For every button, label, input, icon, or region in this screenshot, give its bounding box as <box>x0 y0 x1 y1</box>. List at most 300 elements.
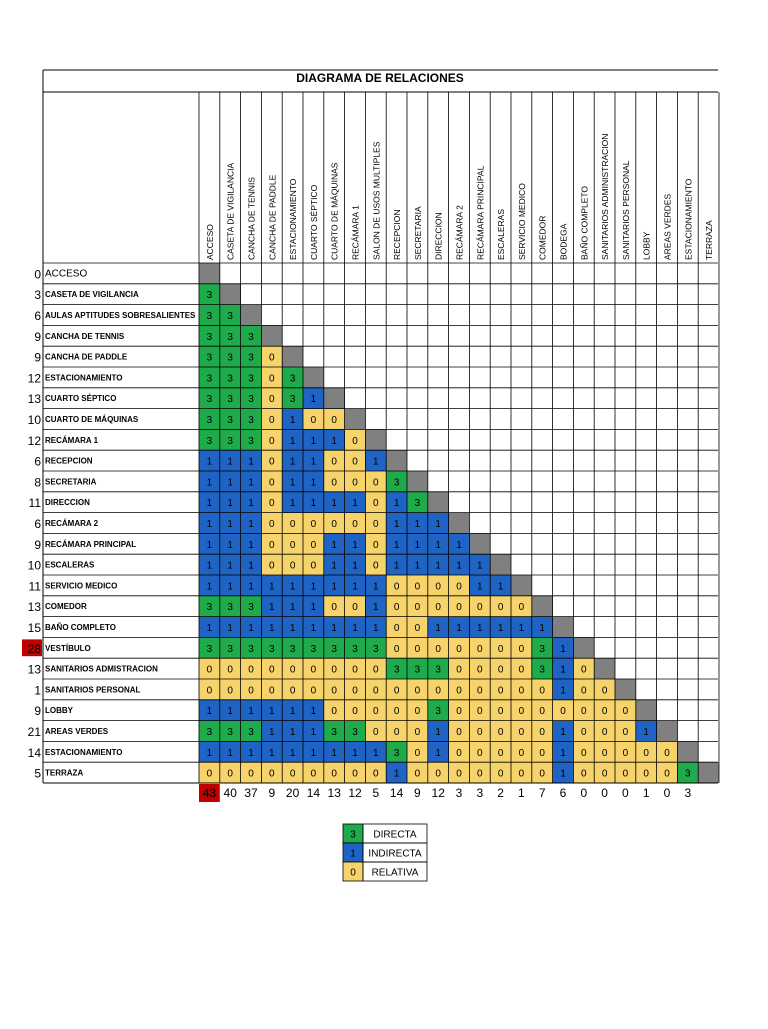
matrix-cell-value: 1 <box>310 435 317 447</box>
matrix-cell-value: 1 <box>310 602 317 614</box>
matrix-cell-value: 3 <box>539 664 545 676</box>
matrix-cell-value: 1 <box>248 747 254 759</box>
matrix-cell-value: 0 <box>352 435 358 447</box>
matrix-cell-value: 0 <box>373 498 379 510</box>
column-total: 12 <box>431 786 445 800</box>
matrix-cell-value: 0 <box>456 768 462 780</box>
matrix-cell-value: 3 <box>248 643 254 655</box>
matrix-cell-value: 1 <box>435 560 441 572</box>
matrix-cell-value: 0 <box>331 768 337 780</box>
matrix-cell-value: 0 <box>352 456 358 468</box>
matrix-cell-value: 1 <box>477 623 483 634</box>
matrix-cell-value: 0 <box>643 747 649 759</box>
matrix-cell-value: 0 <box>269 477 275 489</box>
matrix-cell-value: 1 <box>269 602 275 614</box>
column-total: 0 <box>622 786 629 800</box>
matrix-cell-value: 0 <box>269 539 275 551</box>
matrix-cell-value: 0 <box>310 539 317 551</box>
matrix-cell-value: 3 <box>248 415 254 426</box>
legend-label: INDIRECTA <box>368 848 422 860</box>
matrix-cell-value: 0 <box>622 706 629 718</box>
column-total: 37 <box>244 786 258 800</box>
diagonal-cell <box>615 679 636 700</box>
matrix-cell-value: 0 <box>289 560 296 572</box>
matrix-cell-value: 0 <box>497 727 504 738</box>
column-total: 0 <box>601 786 608 800</box>
column-label: RECÁMARA 1 <box>350 205 361 260</box>
matrix-cell-value: 1 <box>269 623 275 634</box>
matrix-cell-value: 0 <box>373 519 379 530</box>
column-label: ESTACIONAMIENTO <box>288 178 299 260</box>
diagonal-cell <box>220 284 241 305</box>
matrix-cell-value: 1 <box>206 623 213 634</box>
matrix-cell-value: 3 <box>206 331 213 343</box>
column-total: 14 <box>306 786 321 800</box>
row-total: 21 <box>27 725 41 739</box>
column-label: CUARTO SÉPTICO <box>308 184 319 260</box>
matrix-cell-value: 0 <box>497 664 504 676</box>
matrix-cell-value: 0 <box>248 768 254 780</box>
matrix-cell-value: 0 <box>373 664 379 676</box>
matrix-cell-value: 1 <box>352 539 358 551</box>
column-total: 1 <box>642 786 650 800</box>
matrix-cell-value: 0 <box>393 685 400 697</box>
matrix-cell-value: 0 <box>518 664 525 676</box>
matrix-cell-value: 0 <box>456 643 462 655</box>
matrix-cell-value: 0 <box>269 768 275 780</box>
matrix-cell-value: 1 <box>269 747 275 759</box>
row-label: ACCESO <box>45 268 88 280</box>
matrix-cell-value: 0 <box>414 747 421 759</box>
column-label: LOBBY <box>641 231 652 260</box>
matrix-cell-value: 0 <box>331 477 337 489</box>
legend-swatch-value: 1 <box>350 848 356 860</box>
matrix-cell-value: 3 <box>289 373 296 385</box>
matrix-cell-value: 1 <box>435 519 441 530</box>
row-total: 9 <box>34 704 41 719</box>
column-total: 3 <box>684 786 692 800</box>
matrix-cell-value: 0 <box>497 747 504 759</box>
chart-title: DIAGRAMA DE RELACIONES <box>296 71 464 85</box>
matrix-cell-value: 1 <box>414 560 421 572</box>
matrix-cell-value: 1 <box>227 519 233 530</box>
matrix-cell-value: 0 <box>269 394 275 406</box>
matrix-cell-value: 3 <box>227 373 233 385</box>
row-total: 10 <box>27 413 41 427</box>
matrix-cell-value: 0 <box>373 768 379 780</box>
legend <box>343 824 427 881</box>
matrix-cell-value: 0 <box>414 623 421 634</box>
matrix-cell-value: 0 <box>269 352 275 364</box>
matrix-cell-value: 1 <box>310 456 317 468</box>
matrix-cell-value: 1 <box>352 498 358 510</box>
matrix-cell-value: 0 <box>414 581 421 593</box>
matrix-cell-value: 1 <box>227 706 233 718</box>
matrix-cell-value: 1 <box>289 747 296 759</box>
diagonal-cell <box>469 533 490 554</box>
row-label: RECEPCION <box>45 456 93 466</box>
matrix-cell-value: 0 <box>289 768 296 780</box>
matrix-cell-value: 3 <box>352 643 358 655</box>
matrix-cell-value: 0 <box>601 706 608 718</box>
row-label: LOBBY <box>45 706 73 716</box>
matrix-cell-value: 3 <box>373 643 379 655</box>
matrix-cell-value: 0 <box>497 685 504 697</box>
legend-label: RELATIVA <box>371 867 419 879</box>
matrix-cell-value: 1 <box>289 623 296 634</box>
matrix-cell-value: 1 <box>643 727 649 738</box>
matrix-cell-value: 3 <box>227 394 233 406</box>
matrix-cell-value: 3 <box>289 643 296 655</box>
matrix-cell-value: 1 <box>206 498 213 510</box>
matrix-cell-value: 1 <box>435 539 441 551</box>
matrix-cell-value: 0 <box>331 415 337 426</box>
matrix-cell-value: 0 <box>477 706 483 718</box>
matrix-cell-value: 0 <box>477 727 483 738</box>
column-label: RECEPCION <box>392 209 403 260</box>
matrix-cell-value: 1 <box>560 664 566 676</box>
matrix-cell-value: 1 <box>227 581 233 593</box>
matrix-cell-value: 1 <box>435 623 441 634</box>
matrix-cell-value: 0 <box>456 706 462 718</box>
diagonal-cell <box>532 596 553 617</box>
row-total: 3 <box>34 288 41 303</box>
row-label: SERVICIO MEDICO <box>45 581 118 591</box>
matrix-cell-value: 1 <box>456 623 462 634</box>
matrix-cell-value: 0 <box>664 747 670 759</box>
diagonal-cell <box>303 367 324 388</box>
matrix-cell-value: 0 <box>269 685 275 697</box>
row-total: 6 <box>34 517 41 531</box>
matrix-cell-value: 1 <box>560 643 566 655</box>
matrix-cell-value: 1 <box>539 623 545 634</box>
row-label: VESTÍBULO <box>45 643 91 653</box>
row-label: CUARTO DE MÁQUINAS <box>45 415 139 424</box>
matrix-cell-value: 1 <box>227 560 233 572</box>
row-total: 9 <box>34 537 41 552</box>
matrix-cell-value: 0 <box>414 727 421 738</box>
matrix-cell-value: 0 <box>289 539 296 551</box>
matrix-cell-value: 1 <box>289 415 296 426</box>
matrix-cell-value: 0 <box>601 727 608 738</box>
matrix-cell-value: 0 <box>664 768 670 780</box>
matrix-cell-value: 0 <box>518 602 525 614</box>
row-label: AULAS APTITUDES SOBRESALIENTES <box>45 311 196 320</box>
matrix-cell-value: 1 <box>414 539 421 551</box>
matrix-cell-value: 1 <box>331 581 337 593</box>
matrix-cell-value: 0 <box>393 727 400 738</box>
matrix-cell-value: 0 <box>581 706 587 718</box>
matrix-cell-value: 0 <box>477 747 483 759</box>
matrix-cell-value: 0 <box>456 581 462 593</box>
matrix-cell-value: 1 <box>248 560 254 572</box>
matrix-cell-value: 0 <box>456 727 462 738</box>
diagonal-cell <box>573 637 594 658</box>
matrix-cell-value: 1 <box>393 498 400 510</box>
matrix-cell-value: 1 <box>248 477 254 489</box>
matrix-cell-value: 1 <box>289 456 296 468</box>
column-label: TERRAZA <box>704 220 715 260</box>
matrix-cell-value: 0 <box>518 685 525 697</box>
matrix-cell-value: 1 <box>227 623 233 634</box>
matrix-cell-value: 1 <box>227 539 233 551</box>
matrix-cell-value: 0 <box>539 747 545 759</box>
matrix-cell-value: 0 <box>227 685 233 697</box>
matrix-cell-value: 1 <box>206 477 213 489</box>
column-label: BODEGA <box>558 223 569 260</box>
matrix-cell-value: 1 <box>248 519 254 530</box>
matrix-cell-value: 1 <box>248 456 254 468</box>
matrix-cell-value: 1 <box>373 456 379 468</box>
matrix-cell-value: 3 <box>331 643 337 655</box>
matrix-cell-value: 1 <box>227 747 233 759</box>
column-label: ACCESO <box>204 224 215 260</box>
matrix-cell-value: 0 <box>539 706 545 718</box>
matrix-cell-value: 1 <box>477 560 483 572</box>
row-total: 1 <box>34 683 41 698</box>
matrix-cell-value: 0 <box>435 581 441 593</box>
matrix-cell-value: 1 <box>560 727 566 738</box>
diagonal-cell <box>449 513 470 534</box>
matrix-cell-value: 0 <box>601 768 608 780</box>
matrix-cell-value: 0 <box>456 747 462 759</box>
matrix-cell-value: 1 <box>248 706 254 718</box>
matrix-cell-value: 3 <box>685 768 691 780</box>
matrix-cell-value: 1 <box>331 539 337 551</box>
matrix-cell-value: 0 <box>622 747 629 759</box>
matrix-cell-value: 0 <box>289 519 296 530</box>
matrix-cell-value: 0 <box>310 685 317 697</box>
matrix-cell-value: 3 <box>206 311 213 322</box>
column-label: COMEDOR <box>537 215 548 260</box>
matrix-cell-value: 1 <box>310 623 317 634</box>
matrix-cell-value: 0 <box>518 747 525 759</box>
matrix-cell-value: 0 <box>352 602 358 614</box>
matrix-cell-value: 1 <box>248 581 254 593</box>
row-label: RECÁMARA 2 <box>45 519 99 528</box>
column-label: ESCALERAS <box>496 208 507 260</box>
column-label: CASETA DE VIGILANCIA <box>225 162 236 260</box>
matrix-cell-value: 0 <box>206 685 213 697</box>
column-total: 14 <box>389 786 404 800</box>
row-total: 8 <box>34 475 41 490</box>
matrix-cell-value: 0 <box>643 768 649 780</box>
matrix-cell-value: 0 <box>581 727 587 738</box>
matrix-cell-value: 0 <box>373 685 379 697</box>
matrix-cell-value: 1 <box>310 706 317 718</box>
diagonal-cell <box>698 762 719 783</box>
row-label: RECÁMARA 1 <box>45 435 99 445</box>
matrix-cell-value: 0 <box>352 768 358 780</box>
matrix-cell-value: 0 <box>414 685 421 697</box>
matrix-cell-value: 1 <box>206 747 213 759</box>
matrix-cell-value: 3 <box>289 394 296 406</box>
row-total: 11 <box>28 579 41 594</box>
matrix-cell-value: 3 <box>331 727 337 738</box>
row-label: ESTACIONAMIENTO <box>45 373 123 383</box>
matrix-cell-value: 1 <box>352 560 358 572</box>
matrix-cell-value: 0 <box>269 456 275 468</box>
diagonal-cell <box>553 617 574 638</box>
matrix-cell-value: 3 <box>414 498 421 510</box>
row-label: ESTACIONAMIENTO <box>45 747 123 757</box>
row-total: 12 <box>27 371 41 386</box>
row-label: AREAS VERDES <box>45 727 109 736</box>
column-label: SANITARIOS ADMINISTRACION <box>600 133 611 260</box>
matrix-cell-value: 1 <box>560 768 566 780</box>
matrix-cell-value: 3 <box>206 415 213 426</box>
row-total: 5 <box>34 766 41 781</box>
matrix-cell-value: 1 <box>269 706 275 718</box>
matrix-cell-value: 0 <box>539 768 545 780</box>
column-total: 6 <box>559 786 567 800</box>
matrix-cell-value: 0 <box>435 685 441 697</box>
column-label: SALON DE USOS MULTIPLES <box>371 141 382 260</box>
row-label: ESCALERAS <box>45 560 95 570</box>
matrix-cell-value: 0 <box>352 519 358 530</box>
row-total: 13 <box>27 600 41 615</box>
matrix-cell-value: 0 <box>269 498 275 510</box>
matrix-cell-value: 1 <box>456 560 462 572</box>
matrix-cell-value: 0 <box>414 768 421 780</box>
matrix-cell-value: 0 <box>601 747 608 759</box>
matrix-cell-value: 0 <box>310 519 317 530</box>
matrix-cell-value: 1 <box>560 685 566 697</box>
row-label: CUARTO SÉPTICO <box>45 394 117 404</box>
matrix-cell-value: 1 <box>393 519 400 530</box>
matrix-cell-value: 1 <box>289 498 296 510</box>
matrix-cell-value: 3 <box>248 435 254 447</box>
matrix-cell-value: 0 <box>518 706 525 718</box>
matrix-cell-value: 0 <box>206 768 213 780</box>
matrix-cell-value: 0 <box>435 768 441 780</box>
row-total: 13 <box>27 662 41 677</box>
matrix-cell-value: 0 <box>477 768 483 780</box>
row-total: 14 <box>27 745 41 760</box>
matrix-cell-value: 1 <box>248 498 254 510</box>
row-total: 15 <box>27 621 41 635</box>
matrix-cell-value: 0 <box>560 706 566 718</box>
matrix-cell-value: 0 <box>393 602 400 614</box>
matrix-cell-value: 0 <box>393 581 400 593</box>
matrix-cell-value: 0 <box>414 602 421 614</box>
matrix-cell-value: 0 <box>310 664 317 676</box>
matrix-cell-value: 0 <box>373 706 379 718</box>
matrix-cell-value: 0 <box>289 685 296 697</box>
matrix-cell-value: 1 <box>497 581 504 593</box>
matrix-cell-value: 3 <box>393 477 400 489</box>
column-label: CUARTO DE MÁQUINAS <box>329 162 340 260</box>
row-total: 0 <box>34 267 41 282</box>
row-label: SECRETARIA <box>45 477 97 487</box>
matrix-cell-value: 0 <box>373 539 379 551</box>
matrix-cell-value: 1 <box>269 581 275 593</box>
matrix-cell-value: 3 <box>227 643 233 655</box>
column-total: 3 <box>476 786 484 800</box>
matrix-cell-value: 1 <box>206 581 213 593</box>
row-total: 6 <box>34 309 41 323</box>
column-label: BAÑO COMPLETO <box>579 186 590 260</box>
matrix-cell-value: 0 <box>331 456 337 468</box>
diagonal-cell <box>199 263 220 284</box>
matrix-cell-value: 3 <box>227 311 233 322</box>
matrix-cell-value: 1 <box>227 477 233 489</box>
matrix-cell-value: 3 <box>206 643 213 655</box>
matrix-cell-value: 1 <box>310 747 317 759</box>
matrix-cell-value: 0 <box>352 706 358 718</box>
matrix-cell-value: 3 <box>206 290 213 302</box>
matrix-cell-value: 3 <box>227 435 233 447</box>
matrix-cell-value: 0 <box>310 768 317 780</box>
matrix-cell-value: 0 <box>414 643 421 655</box>
legend-label: DIRECTA <box>373 829 417 841</box>
column-total: 9 <box>414 786 421 800</box>
diagonal-cell <box>282 346 303 367</box>
row-total: 9 <box>34 329 41 344</box>
matrix-cell-value: 3 <box>206 602 213 614</box>
row-label: COMEDOR <box>45 602 87 612</box>
matrix-cell-value: 3 <box>206 727 213 738</box>
matrix-cell-value: 1 <box>456 539 462 551</box>
matrix-cell-value: 1 <box>269 727 275 738</box>
matrix-cell-value: 1 <box>331 623 337 634</box>
matrix-cell-value: 3 <box>206 373 213 385</box>
matrix-cell-value: 0 <box>331 664 337 676</box>
matrix-cell-value: 0 <box>477 643 483 655</box>
row-label: SANITARIOS PERSONAL <box>45 685 141 695</box>
legend-swatch-value: 0 <box>350 867 356 879</box>
column-label: DIRECCION <box>433 212 444 260</box>
matrix-cell-value: 0 <box>539 685 545 697</box>
matrix-cell-value: 3 <box>206 352 213 364</box>
matrix-cell-value: 3 <box>248 352 254 364</box>
matrix-cell-value: 0 <box>269 435 275 447</box>
matrix-cell-value: 1 <box>331 560 337 572</box>
matrix-cell-value: 0 <box>622 768 629 780</box>
column-label: ESTACIONAMIENTO <box>683 178 694 260</box>
matrix-cell-value: 1 <box>393 560 400 572</box>
matrix-cell-value: 1 <box>518 623 525 634</box>
matrix-cell-value: 1 <box>206 519 213 530</box>
column-total: 1 <box>518 786 525 800</box>
matrix-cell-value: 0 <box>581 685 587 697</box>
row-label: DIRECCION <box>45 498 90 508</box>
matrix-cell-value: 1 <box>248 623 254 634</box>
matrix-cell-value: 0 <box>497 768 504 780</box>
matrix-cell-value: 1 <box>310 581 317 593</box>
matrix-cell-value: 1 <box>310 498 317 510</box>
matrix-cell-value: 0 <box>227 768 233 780</box>
matrix-cell-value: 0 <box>497 602 504 614</box>
column-total: 0 <box>580 786 588 800</box>
matrix-cell-value: 0 <box>435 643 441 655</box>
matrix-cell-value: 0 <box>373 477 379 489</box>
diagonal-cell <box>594 658 615 679</box>
matrix-cell-value: 3 <box>248 373 254 385</box>
column-label: SERVICIO MEDICO <box>516 183 527 260</box>
matrix-cell-value: 3 <box>435 706 441 718</box>
matrix-cell-value: 0 <box>269 664 275 676</box>
matrix-cell-value: 3 <box>227 727 233 738</box>
matrix-cell-value: 0 <box>227 664 233 676</box>
diagonal-cell <box>407 471 428 492</box>
column-label: AREAS VERDES <box>662 193 673 260</box>
matrix-cell-value: 0 <box>414 706 421 718</box>
matrix-cell-value: 1 <box>393 539 400 551</box>
matrix-cell-value: 0 <box>477 685 483 697</box>
column-label: SECRETARIA <box>412 206 423 260</box>
matrix-cell-value: 1 <box>206 539 213 551</box>
